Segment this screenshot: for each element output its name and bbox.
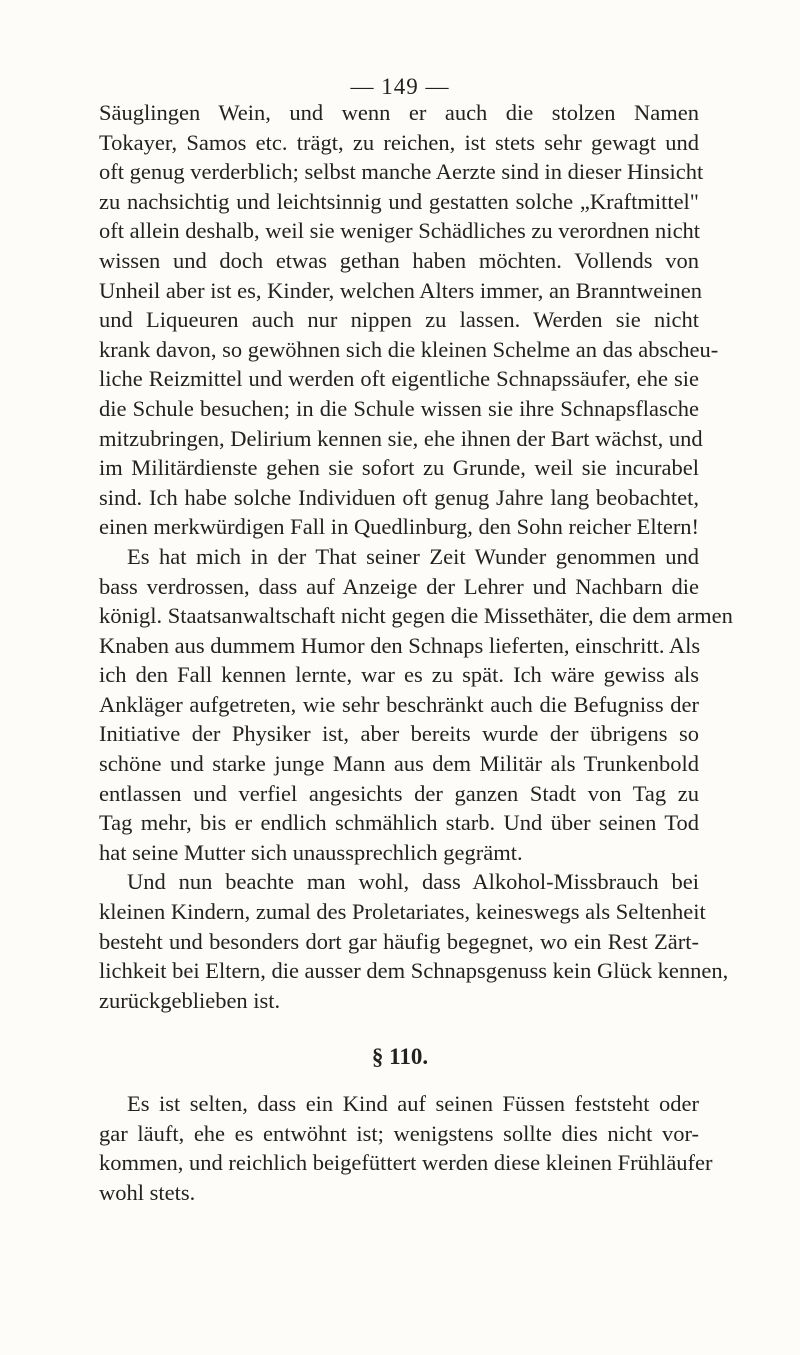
text-line: oft genug verderblich; selbst manche Aerzte sind in dieser Hinsicht <box>99 159 704 185</box>
text-line: kleinen Kindern, zumal des Proletariates, keineswegs als Seltenheit <box>99 899 706 925</box>
text-line: sind. Ich habe solche Individuen oft genug Jahre lang beobachtet, <box>99 484 699 510</box>
text-line: Es ist selten, dass ein Kind auf seinen Füssen feststeht oder <box>127 1091 699 1116</box>
text-line: und Liqueuren auch nur nippen zu lassen. Werden sie nicht <box>99 307 699 333</box>
text-line: wohl stets. <box>99 1179 196 1205</box>
text-line: im Militärdienste gehen sie sofort zu Grunde, weil sie incurabel <box>99 455 699 481</box>
text-line: wissen und doch etwas gethan haben möchten. Vollends von <box>99 247 699 273</box>
text-line: ich den Fall kennen lernte, war es zu spät. Ich wäre gewiss als <box>99 662 699 688</box>
text-line: Tag mehr, bis er endlich schmählich starb. Und über seinen Tod <box>99 810 699 836</box>
text-line: bass verdrossen, dass auf Anzeige der Lehrer und Nachbarn die <box>99 573 699 599</box>
text-line: kommen, und reichlich beigefüttert werden diese kleinen Frühläufer <box>99 1150 713 1176</box>
text-line: königl. Staatsanwaltschaft nicht gegen die Missethäter, die dem armen <box>99 603 733 629</box>
text-line: Tokayer, Samos etc. trägt, zu reichen, ist stets sehr gewagt und <box>99 129 699 155</box>
page-number: — 149 — <box>350 74 450 99</box>
text-line: hat seine Mutter sich unaussprechlich gegrämt. <box>99 839 523 865</box>
text-line: die Schule besuchen; in die Schule wissen sie ihre Schnapsflasche <box>99 395 699 421</box>
text-line: oft allein deshalb, weil sie weniger Schädliches zu verordnen nicht <box>99 218 701 244</box>
text-line: gar läuft, ehe es entwöhnt ist; wenigstens sollte dies nicht vor- <box>99 1120 699 1146</box>
text-line: zurückgeblieben ist. <box>99 987 281 1013</box>
text-line: Es hat mich in der That seiner Zeit Wunder genommen und <box>127 543 699 569</box>
text-line: Initiative der Physiker ist, aber bereits wurde der übrigens so <box>99 721 699 747</box>
section-text <box>99 1089 713 1207</box>
text-line: liche Reizmittel und werden oft eigentliche Schnapssäufer, ehe sie <box>99 366 699 392</box>
text-line: zu nachsichtig und leichtsinnig und gestatten solche „Kraftmittel" <box>99 188 699 214</box>
text-line: Säuglingen Wein, und wenn er auch die stolzen Namen <box>99 100 699 125</box>
text-line: Unheil aber ist es, Kinder, welchen Alters immer, an Branntweinen <box>99 277 703 303</box>
text-line: krank davon, so gewöhnen sich die kleinen Schelme an das abscheu- <box>99 336 719 362</box>
text-line: besteht und besonders dort gar häufig begegnet, wo ein Rest Zärt- <box>99 928 699 954</box>
text-line: entlassen und verfiel angesichts der ganzen Stadt von Tag zu <box>99 780 699 806</box>
text-line: Ankläger aufgetreten, wie sehr beschränkt auch die Befugniss der <box>99 691 699 717</box>
section-heading: § 110. <box>371 1044 429 1069</box>
text-line: einen merkwürdigen Fall in Quedlinburg, den Sohn reicher Eltern! <box>99 514 700 540</box>
text-line: schöne und starke junge Mann aus dem Militär als Trunkenbold <box>99 751 699 777</box>
text-line: lichkeit bei Eltern, die ausser dem Schnapsgenuss kein Glück kennen, <box>99 958 729 984</box>
text-line: mitzubringen, Delirium kennen sie, ehe ihnen der Bart wächst, und <box>99 425 703 451</box>
text-line: Und nun beachte man wohl, dass Alkohol-Missbrauch bei <box>127 869 699 895</box>
text-line: Knaben aus dummem Humor den Schnaps lieferten, einschritt. Als <box>99 632 701 658</box>
main-text <box>99 98 733 1015</box>
